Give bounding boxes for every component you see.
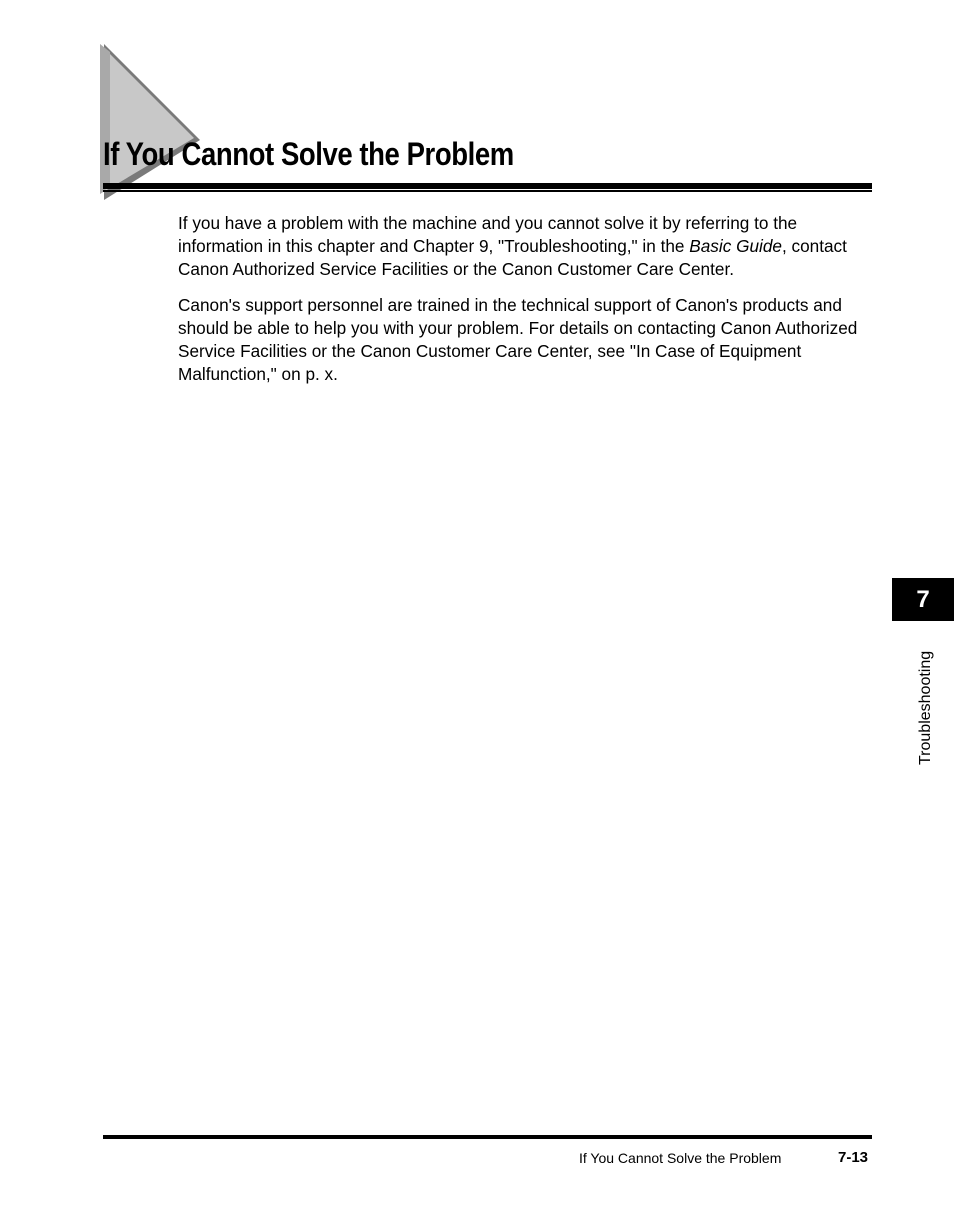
chapter-side-label: Troubleshooting <box>917 650 934 765</box>
chapter-tab: 7 <box>892 578 954 621</box>
paragraph-1-start: If you have a problem with the machine and you cannot solve it by referring to the information in this chapter and Chapter 9, "Troubleshooting," in the <box>178 213 798 256</box>
section-triangle-icon <box>100 44 200 204</box>
title-divider-thin <box>103 190 872 192</box>
paragraph-1 <box>178 212 878 281</box>
page-title: If You Cannot Solve the Problem <box>103 136 514 172</box>
footer-section-title: If You Cannot Solve the Problem <box>579 1150 782 1166</box>
title-divider <box>103 183 872 189</box>
paragraph-2: Canon's support personnel are trained in the technical support of Canon's products and should be able to help you with your problem. For details on contacting Canon Authorized Service Facilities or the Canon Customer Care Center, see "In Case of Equipment Malfunction," on p. x. <box>178 295 858 384</box>
page-number: 7-13 <box>838 1149 869 1166</box>
paragraph-1-end: , contact Canon Authorized Service Facilities or the Canon Customer Care Center. <box>178 236 847 279</box>
footer-divider <box>103 1135 872 1139</box>
basic-guide-reference: Basic Guide <box>689 236 782 256</box>
body-text <box>178 212 878 399</box>
